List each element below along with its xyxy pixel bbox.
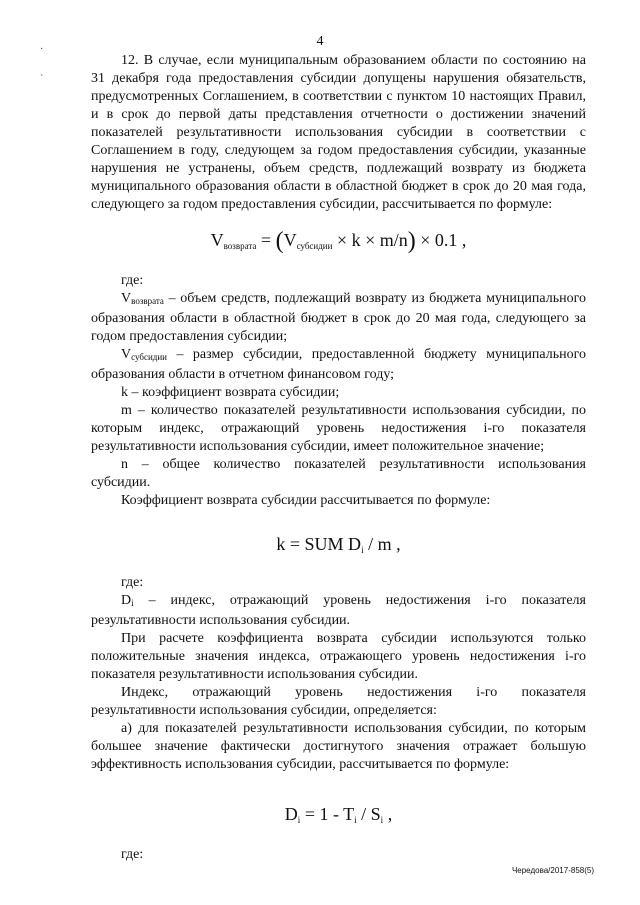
definition-di: Di – индекс, отражающий уровень недостижения i-го показателя результативности использования субсидии. (91, 593, 586, 628)
definition-m: m – количество показателей результативности использования субсидии, по которым индекс, отражающий уровень недостижения i-го показателя результативности использования субсидии, имеет положительное значение; (91, 403, 586, 454)
paragraph-12: 12. В случае, если муниципальным образованием области по состоянию на 31 декабря года предоставления субсидии допущены нарушения обязательств, предусмотренных Соглашением, в соответствии с пунктом 10 настоящих Правил, и в срок до первой даты представления отчетности о достижении значений показателей результативности использования субсидии в соответствии с Соглашением в году, следующем за годом предоставления субсидии, указанные нарушения не устранены, объем средств, подлежащий возврату из бюджета муниципального образования области в областной бюджет в срок до 20 мая года, следующего за годом предоставления субсидии, рассчитывается по формуле: (91, 53, 586, 212)
definition-v-vozvrata: Vвозврата – объем средств, подлежащий возврату из бюджета муниципального образования области в областной бюджет в срок до 20 мая года, следующего за годом предоставления субсидии; (91, 291, 586, 344)
scan-dot-mark: ` (40, 74, 44, 85)
where-label: где: (121, 273, 144, 288)
formula-coefficient: k = SUM $D_i$ / m , (276, 534, 401, 555)
document-body (91, 52, 586, 864)
paragraph-calculation: При расчете коэффициента возврата субсидии используются только положительные значения индекса, отражающего уровень недостижения i-го показателя результативности использования субсидии. (91, 631, 586, 682)
definition-k: k – коэффициент возврата субсидии; (121, 385, 340, 400)
scan-dot-mark: · (40, 44, 44, 55)
paragraph-index: Индекс, отражающий уровень недостижения i-го показателя результативности использования субсидии, определяется: (91, 685, 586, 718)
footer-reference: Чередова/2017-858(5) (511, 866, 594, 875)
formula-return-volume: $V_{возврата} = (V_{субсидии} \times k \times m/n) \times 0.1$ , (210, 228, 467, 254)
where-label: где: (121, 847, 144, 862)
where-label: где: (121, 575, 144, 590)
page-number: 4 (316, 34, 324, 49)
paragraph-a: а) для показателей результативности использования субсидии, по которым большее значение фактически достигнутого значения отражает большую эффективность использования субсидии, рассчитывается по формуле: (91, 721, 586, 772)
definition-n: n – общее количество показателей результативности использования субсидии. (91, 457, 586, 490)
coefficient-intro: Коэффициент возврата субсидии рассчитывается по формуле: (121, 493, 491, 508)
definition-v-subsidii: Vсубсидии – размер субсидии, предоставленной бюджету муниципального образования области в отчетном финансовом году; (91, 347, 586, 382)
formula-index: $D_i = 1 - T_i / S_i$ , (284, 804, 393, 825)
